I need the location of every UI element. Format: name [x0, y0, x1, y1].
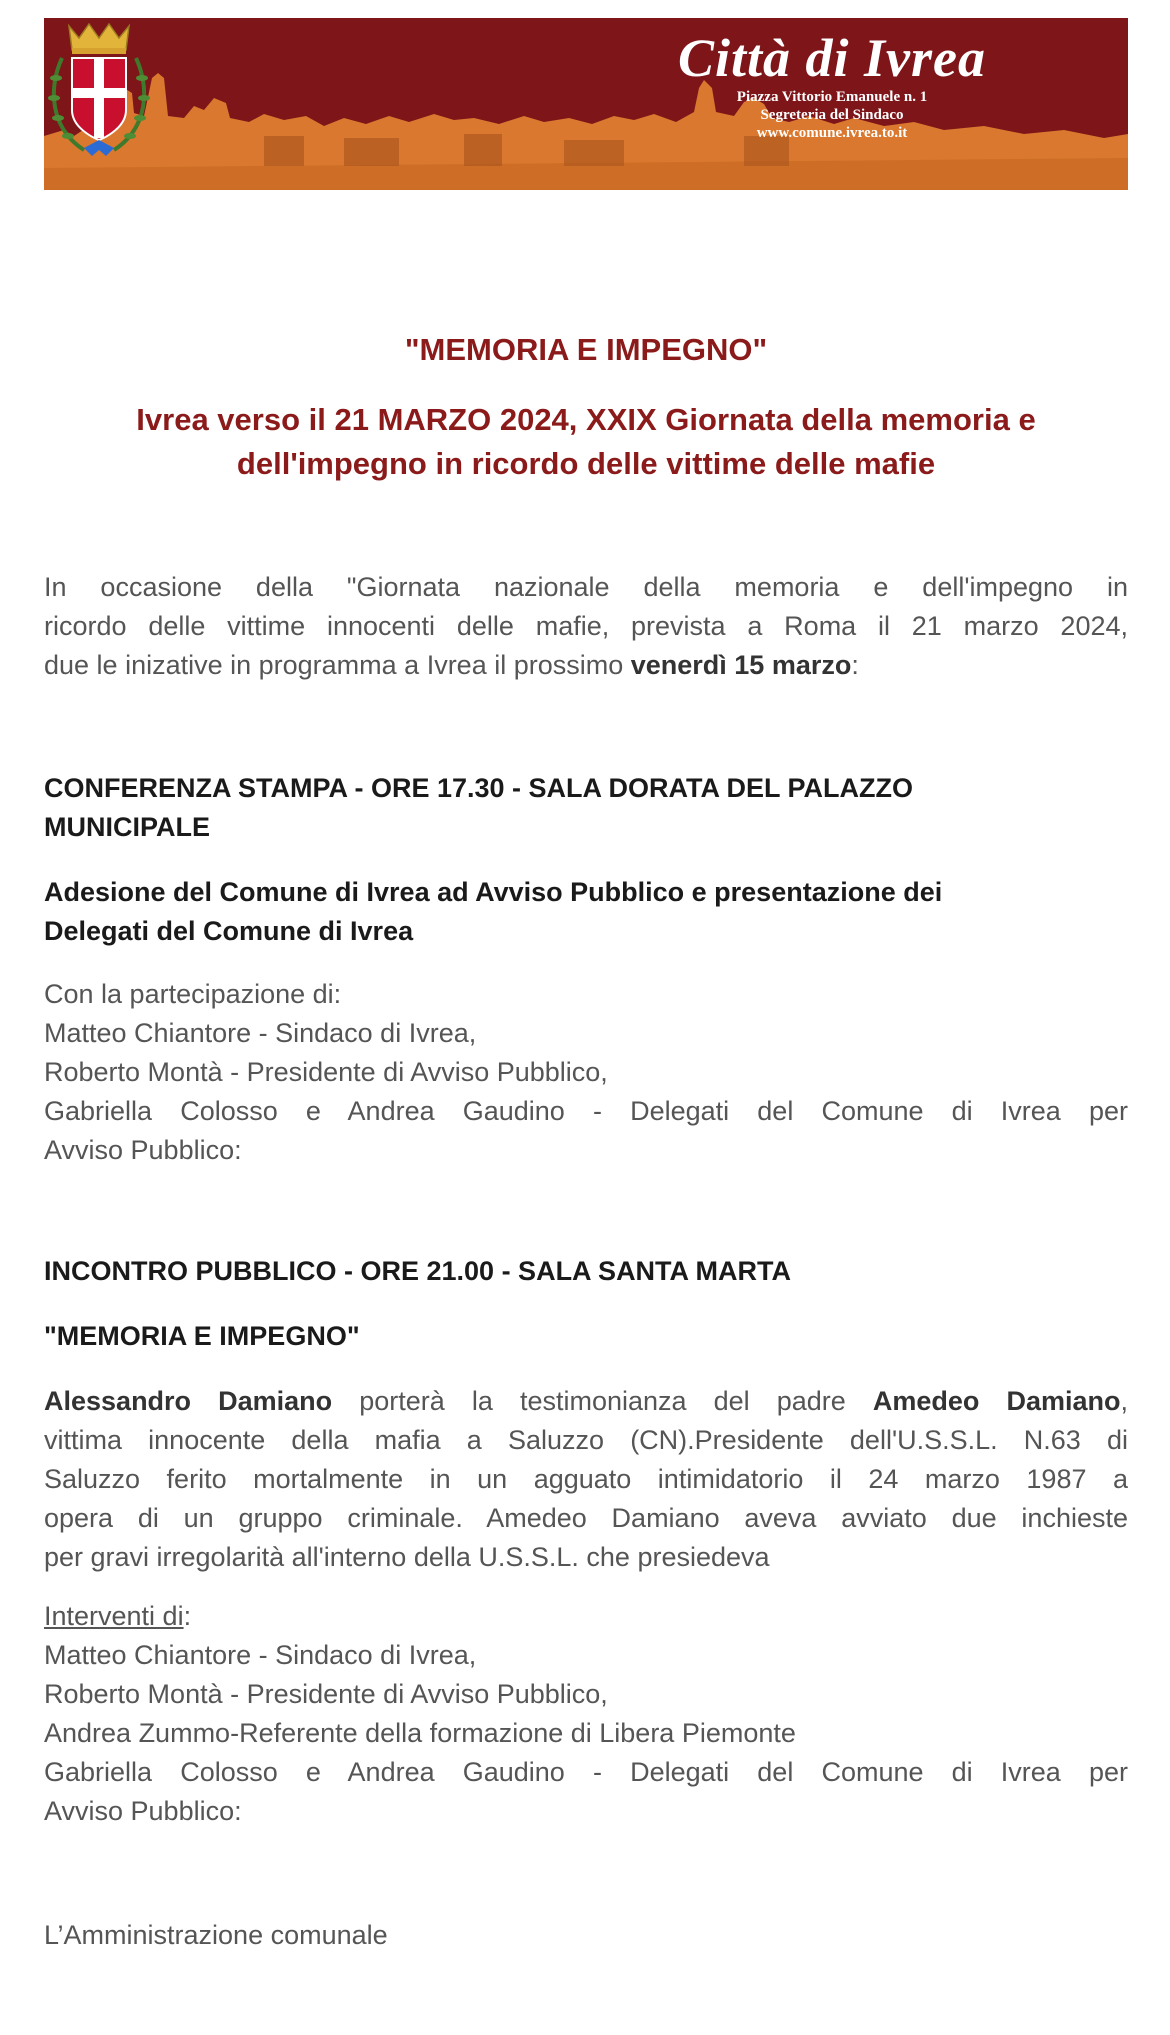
subtitle-line: Ivrea verso il 21 MARZO 2024, XXIX Giornata della memoria e	[136, 402, 1036, 437]
victim-name: Amedeo Damiano	[872, 1386, 1121, 1416]
testimony-line: vittima innocente della mafia a Saluzzo (CN).Presidente dell'U.S.S.L. N.63 di	[44, 1425, 1128, 1455]
page-subtitle	[44, 398, 1128, 486]
speakers-colon: :	[183, 1601, 192, 1631]
banner-text	[678, 28, 986, 142]
intro-line	[44, 646, 1128, 685]
testimony-line: per gravi irregolarità all'interno della U.S.S.L. che presiedeva	[44, 1542, 770, 1572]
intro-colon: :	[851, 650, 859, 680]
intro-paragraph	[44, 568, 1128, 685]
speaker-name: Alessandro Damiano	[44, 1386, 333, 1416]
section-subtitle-line: Delegati del Comune di Ivrea	[44, 916, 414, 946]
city-name: Città di Ivrea	[678, 28, 986, 88]
speaker: Gabriella Colosso e Andrea Gaudino - Delegati del Comune di Ivrea per	[44, 1757, 1128, 1787]
participant: Gabriella Colosso e Andrea Gaudino - Delegati del Comune di Ivrea per	[44, 1096, 1128, 1126]
testimony-line: opera di un gruppo criminale. Amedeo Damiano aveva avviato due inchieste	[44, 1503, 1128, 1533]
subtitle-line: dell'impegno in ricordo delle vittime delle mafie	[236, 446, 936, 481]
section-public-meeting-subtitle: "MEMORIA E IMPEGNO"	[44, 1321, 360, 1351]
website-line: www.comune.ivrea.to.it	[756, 125, 908, 141]
section-title-line: CONFERENZA STAMPA - ORE 17.30 - SALA DORATA DEL PALAZZO	[44, 773, 914, 803]
event-date: venerdì 15 marzo	[630, 650, 852, 680]
speaker: Matteo Chiantore - Sindaco di Ivrea,	[44, 1640, 477, 1670]
speakers-label: Interventi di	[44, 1601, 184, 1631]
testimony-line	[44, 1382, 1128, 1421]
section-press-conference-title	[44, 769, 1128, 847]
participants-list	[44, 975, 1128, 1170]
address-line: Piazza Vittorio Emanuele n. 1	[736, 89, 928, 105]
speaker: Roberto Montà - Presidente di Avviso Pubblico,	[44, 1679, 608, 1709]
intro-line: ricordo delle vittime innocenti delle mafie, prevista a Roma il 21 marzo 2024,	[44, 611, 1128, 641]
section-subtitle-line: Adesione del Comune di Ivrea ad Avviso Pubblico e presentazione dei	[44, 877, 943, 907]
testimony-paragraph	[44, 1382, 1128, 1577]
intro-line: In occasione della "Giornata nazionale della memoria e dell'impegno in	[44, 572, 1128, 602]
section-title-line: MUNICIPALE	[44, 812, 210, 842]
coat-of-arms-icon	[44, 18, 154, 168]
page-title: "MEMORIA E IMPEGNO"	[404, 332, 768, 367]
speakers-list	[44, 1597, 1128, 1831]
participant-cont: Avviso Pubblico:	[44, 1135, 242, 1165]
speaker-cont: Avviso Pubblico:	[44, 1796, 242, 1826]
testimony-line: Saluzzo ferito mortalmente in un agguato intimidatorio il 24 marzo 1987 a	[44, 1464, 1128, 1494]
testimony-text: porterà la testimonianza del padre	[332, 1386, 873, 1416]
office-line: Segreteria del Sindaco	[760, 107, 904, 123]
section-public-meeting-title: INCONTRO PUBBLICO - ORE 21.00 - SALA SANTA MARTA	[44, 1256, 792, 1286]
intro-text: due le inizative in programma a Ivrea il prossimo	[44, 650, 631, 680]
participant: Roberto Montà - Presidente di Avviso Pubblico,	[44, 1057, 608, 1087]
speakers-intro	[44, 1597, 1128, 1636]
section-press-conference-subtitle	[44, 873, 1128, 951]
participant: Matteo Chiantore - Sindaco di Ivrea,	[44, 1018, 477, 1048]
speaker: Andrea Zummo-Referente della formazione di Libera Piemonte	[44, 1718, 796, 1748]
testimony-comma: ,	[1120, 1386, 1128, 1416]
header-banner	[44, 18, 1128, 190]
participants-intro: Con la partecipazione di:	[44, 979, 342, 1009]
signature: L’Amministrazione comunale	[44, 1920, 388, 1950]
